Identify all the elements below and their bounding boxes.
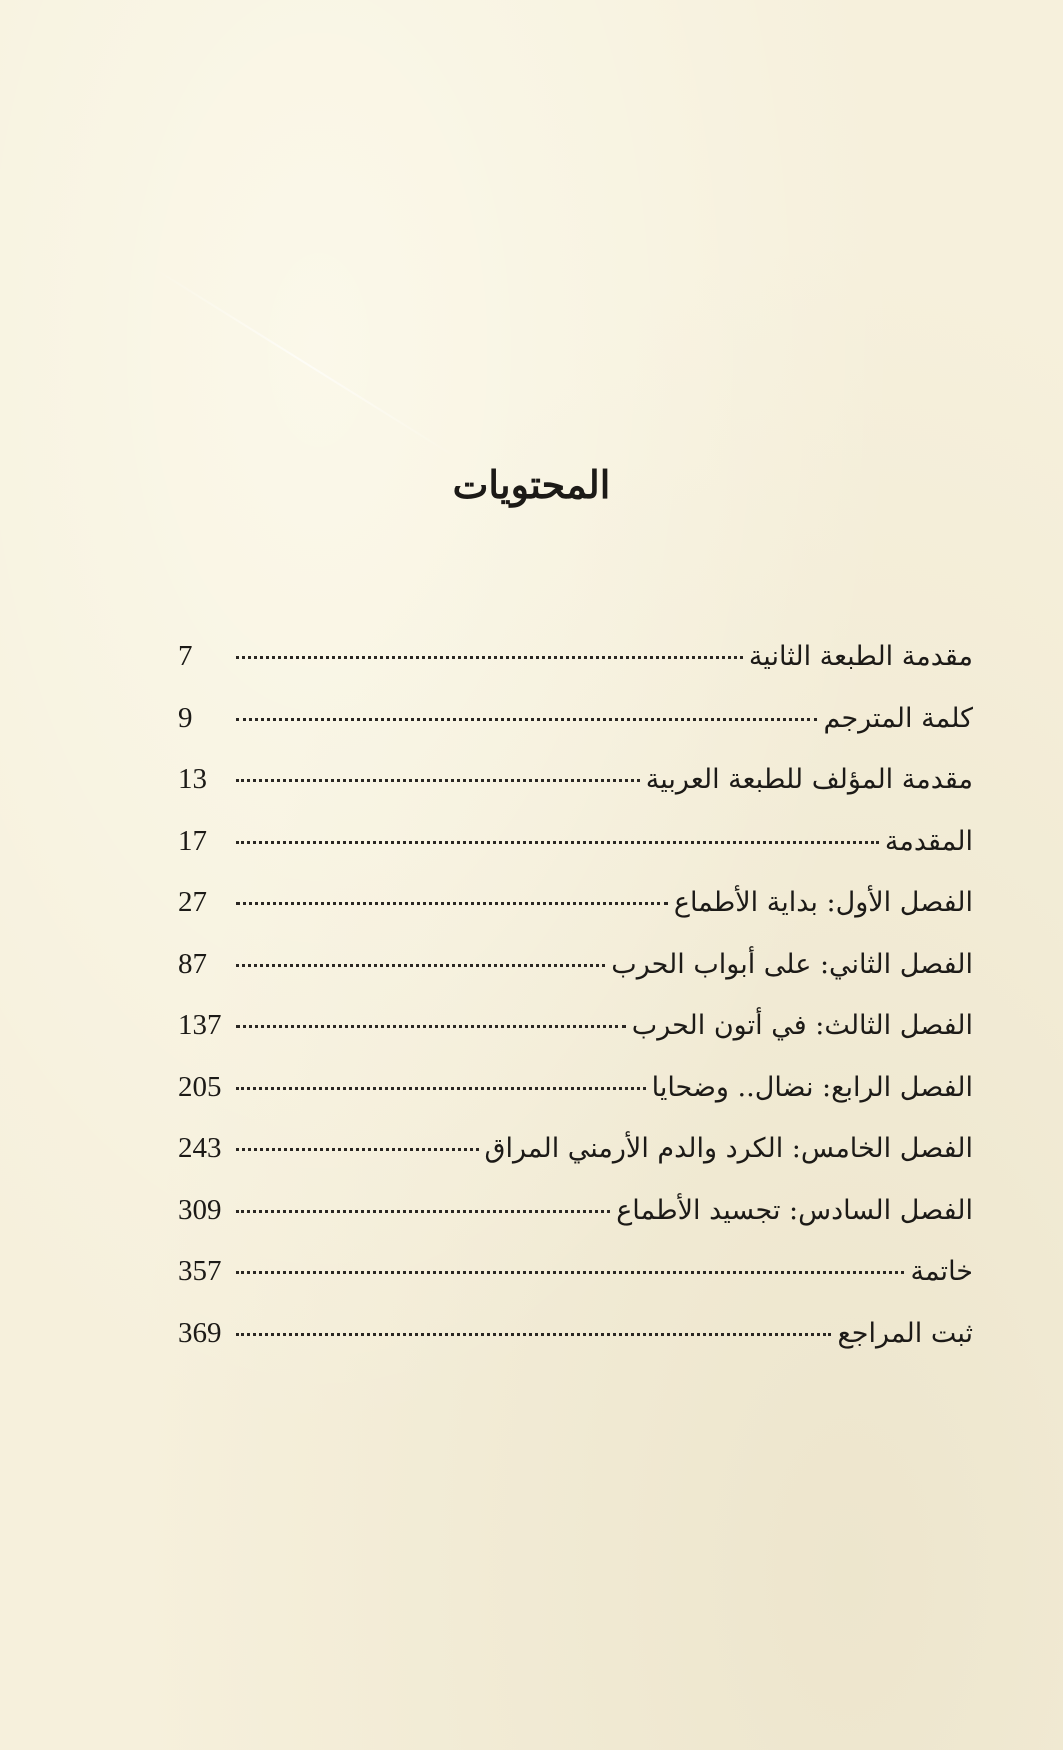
toc-entry-page-number: 87	[178, 947, 207, 980]
toc-entry-label: الفصل الثالث: في أتون الحرب	[631, 1010, 973, 1041]
toc-entry-page-number: 137	[178, 1009, 222, 1041]
dot-leader	[236, 902, 668, 905]
toc-entry-page-number: 9	[178, 701, 193, 734]
toc-entry-label: الفصل السادس: تجسيد الأطماع	[616, 1194, 973, 1226]
toc-entry[interactable]	[178, 886, 973, 948]
page-title: المحتويات	[452, 462, 611, 507]
toc-entry[interactable]	[178, 1194, 973, 1256]
toc-entry[interactable]	[178, 948, 973, 1010]
toc-entry-label: الفصل الخامس: الكرد والدم الأرمني المراق	[484, 1133, 973, 1164]
dot-leader	[236, 841, 879, 844]
toc-entry[interactable]	[178, 1132, 973, 1194]
dot-leader	[236, 1333, 831, 1336]
dot-leader	[236, 779, 640, 782]
toc-entry[interactable]	[178, 640, 973, 702]
toc-entry-page-number: 369	[178, 1316, 222, 1349]
table-of-contents	[178, 640, 973, 1378]
toc-entry[interactable]	[178, 1317, 973, 1379]
toc-entry[interactable]	[178, 763, 973, 825]
dot-leader	[236, 1271, 904, 1274]
toc-entry[interactable]	[178, 1009, 973, 1071]
toc-entry-page-number: 27	[178, 886, 207, 918]
toc-entry-label: الفصل الثاني: على أبواب الحرب	[611, 948, 973, 980]
toc-entry-page-number: 309	[178, 1193, 222, 1226]
dot-leader	[236, 718, 817, 721]
toc-entry-label: مقدمة الطبعة الثانية	[748, 641, 973, 672]
toc-entry-page-number: 17	[178, 824, 207, 857]
toc-entry[interactable]	[178, 1255, 973, 1317]
dot-leader	[236, 1025, 626, 1028]
dot-leader	[236, 964, 605, 967]
toc-entry-label: المقدمة	[884, 825, 973, 857]
toc-entry-label: ثبت المراجع	[837, 1317, 973, 1349]
toc-entry[interactable]	[178, 825, 973, 887]
toc-entry-page-number: 357	[178, 1255, 222, 1287]
dot-leader	[236, 1148, 479, 1151]
toc-entry-label: كلمة المترجم	[823, 702, 973, 734]
toc-entry-label: خاتمة	[910, 1256, 973, 1287]
toc-entry-label: الفصل الأول: بداية الأطماع	[673, 887, 973, 918]
dot-leader	[236, 1210, 610, 1213]
dot-leader	[236, 1087, 646, 1090]
toc-entry[interactable]	[178, 702, 973, 764]
toc-entry-page-number: 205	[178, 1070, 222, 1103]
toc-entry-label: الفصل الرابع: نضال.. وضحايا	[651, 1071, 973, 1103]
toc-entry[interactable]	[178, 1071, 973, 1133]
toc-entry-label: مقدمة المؤلف للطبعة العربية	[645, 764, 973, 795]
toc-entry-page-number: 13	[178, 763, 207, 795]
toc-entry-page-number: 243	[178, 1132, 222, 1164]
toc-entry-page-number: 7	[178, 640, 193, 672]
dot-leader	[236, 656, 743, 659]
